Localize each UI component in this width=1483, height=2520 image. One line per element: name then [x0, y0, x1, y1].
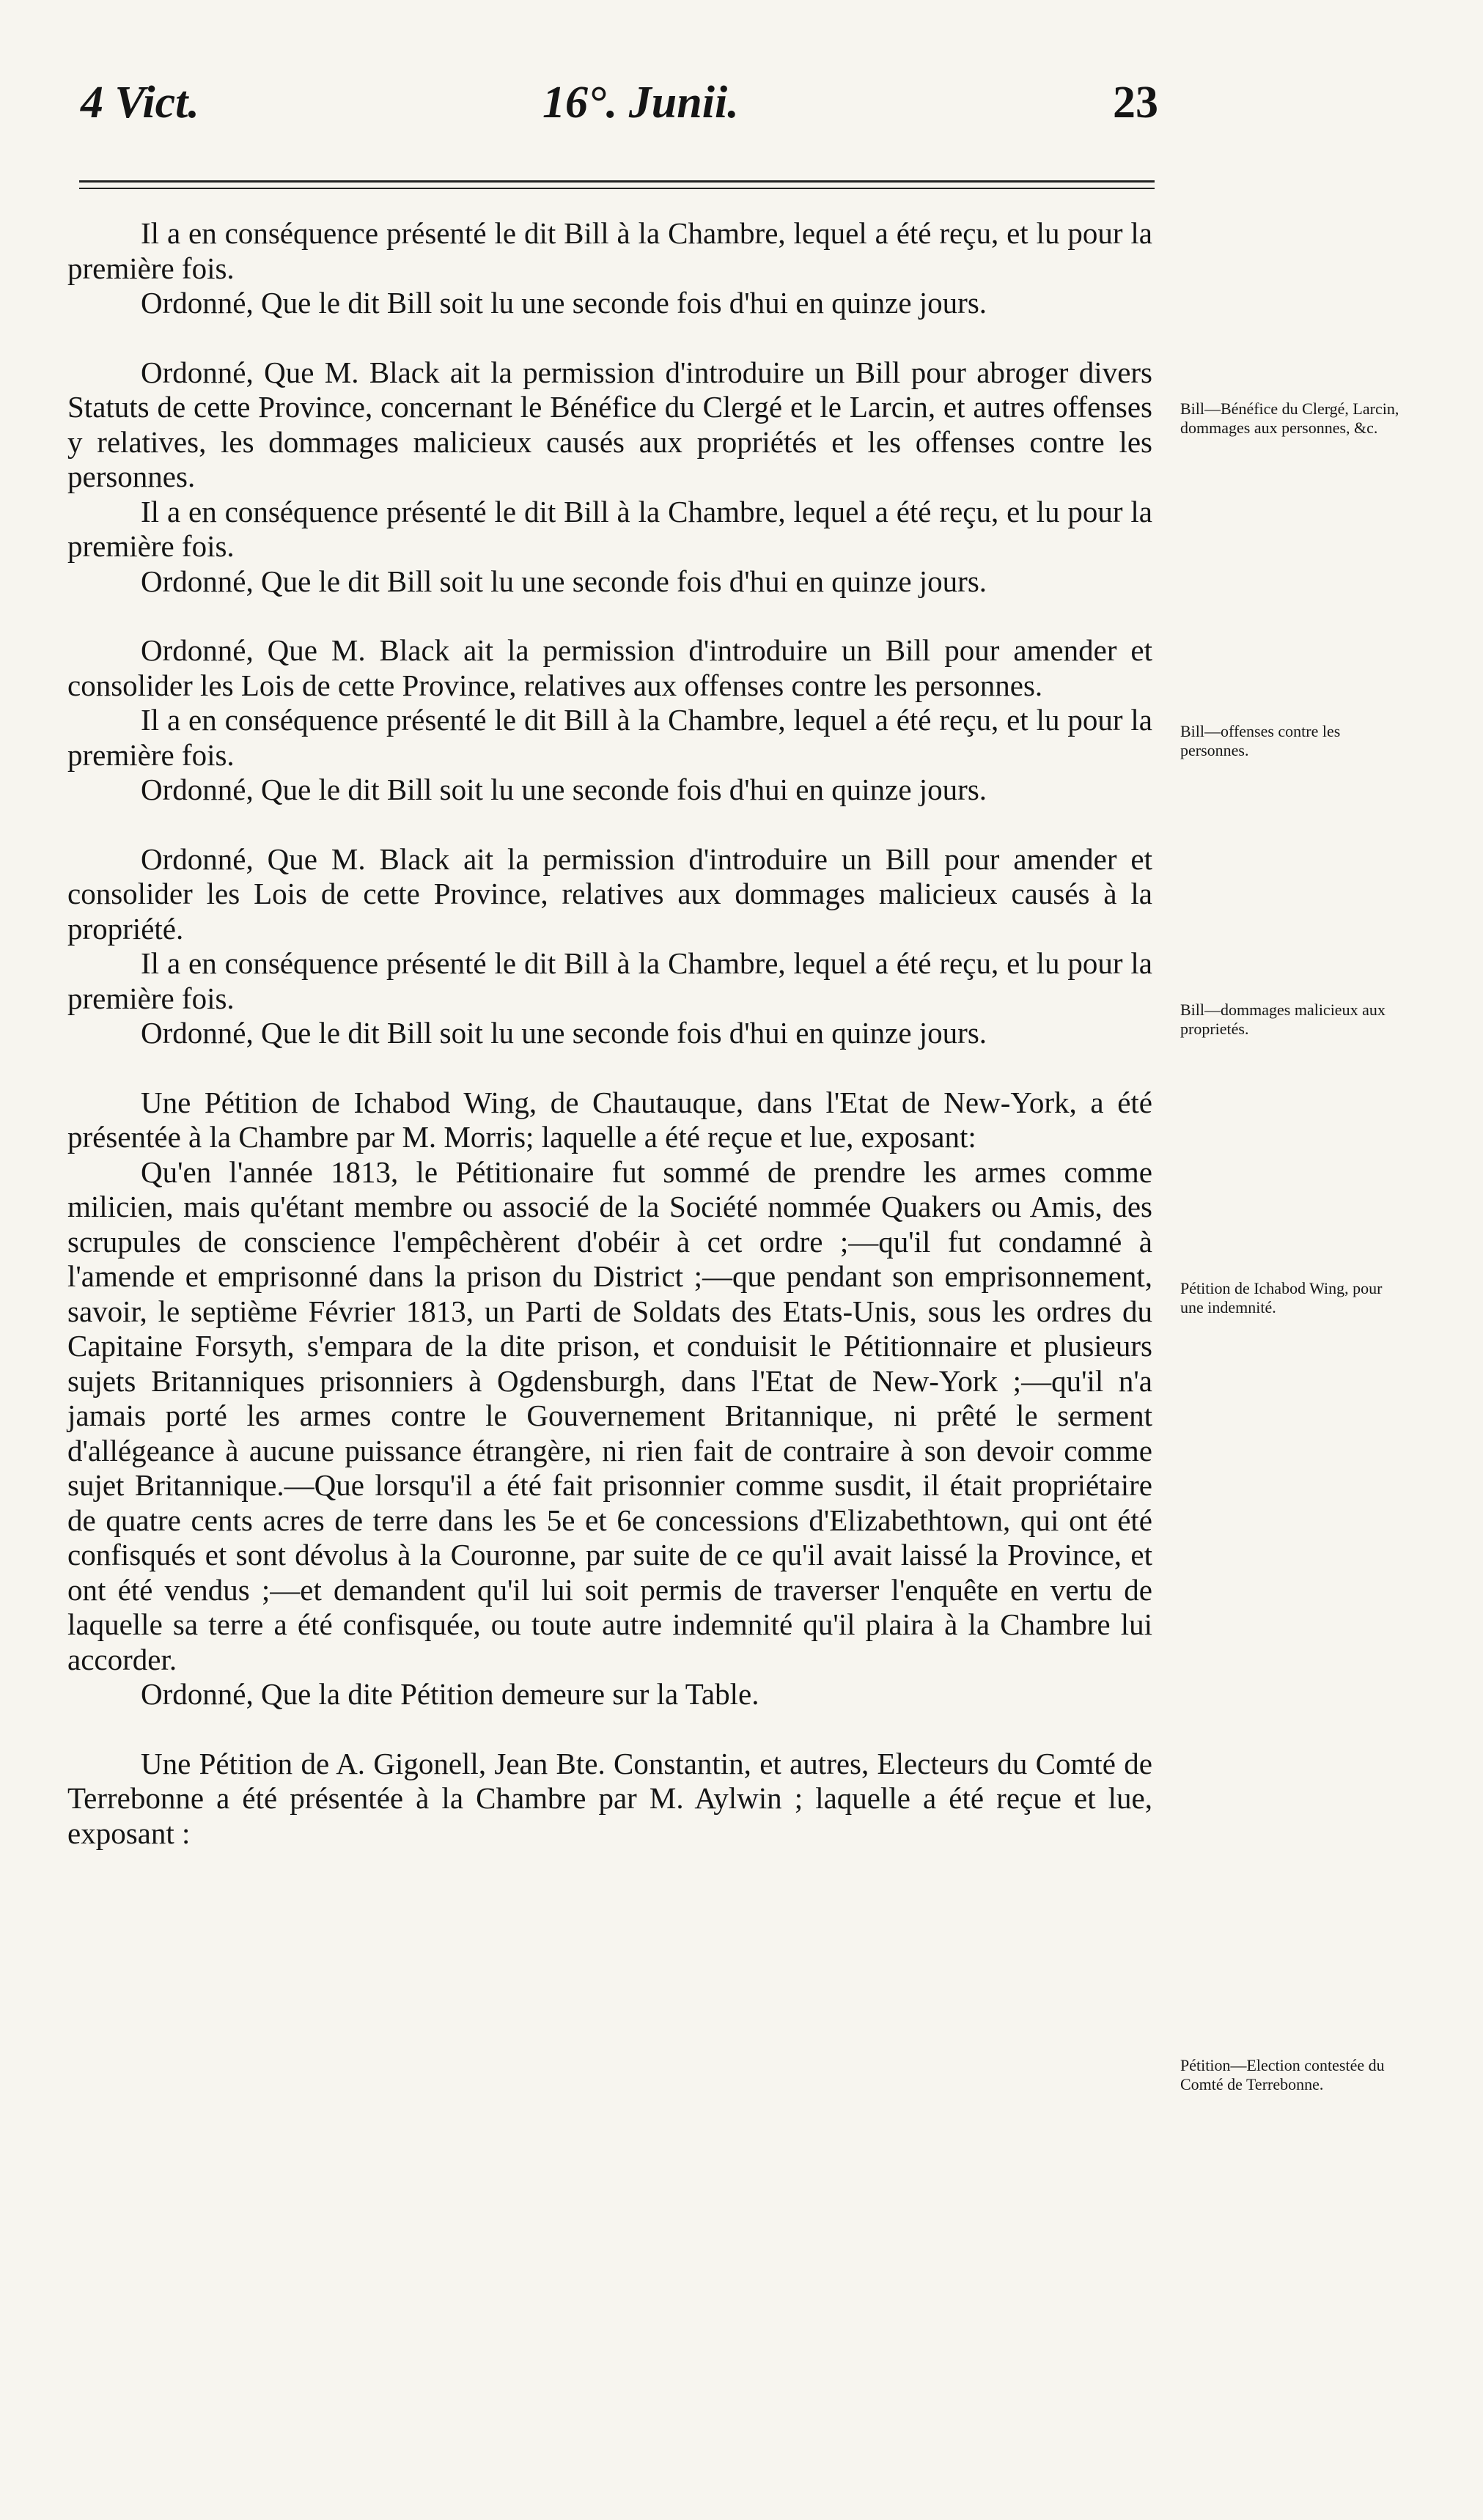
entry-bill-dommages-malicieux — [67, 842, 1152, 1051]
margin-note: Bill—dommages malicieux aux proprietés. — [1180, 1001, 1386, 1038]
paragraph: Il a en conséquence présenté le dit Bill à la Chambre, lequel a été reçu, et lu pour la première fois. — [67, 703, 1152, 772]
paragraph: Ordonné, Que le dit Bill soit lu une seconde fois d'hui en quinze jours. — [141, 1016, 987, 1050]
entry-bill-offenses-personnes — [67, 633, 1152, 808]
page-number: 23 — [1113, 78, 1158, 128]
page-header — [73, 77, 1158, 136]
paragraph: Ordonné, Que le dit Bill soit lu une seconde fois d'hui en quinze jours. — [141, 564, 987, 598]
header-rule-bottom — [79, 188, 1155, 189]
paragraph: Une Pétition de Ichabod Wing, de Chautauque, dans l'Etat de New-York, a été présentée à la Chambre par M. Morris; laquelle a été reçue et lue, exposant: — [67, 1085, 1152, 1154]
entry-petition-terrebonne — [67, 1747, 1152, 1852]
paragraph: Il a en conséquence présenté le dit Bill à la Chambre, lequel a été reçu, et lu pour la première fois. — [67, 494, 1152, 563]
entry-bill-continuation — [67, 216, 1152, 321]
journal-text — [67, 216, 1152, 1885]
paragraph: Qu'en l'année 1813, le Pétitionaire fut sommé de prendre les armes comme milicien, mais qu'étant membre ou associé de la Société nommée Quakers ou Amis, des scrupules de conscience l'empêchèrent d'obéir à cet ordre ;—qu'il fut condamné à l'amende et emprisonné dans la prison du District ;—que pendant son emprisonnement, savoir, le septième Février 1813, un Parti de Soldats des Etats-Unis, sous les ordres du Capitaine Forsyth, s'empara de la dite prison, et conduisit le Pétitionnaire et plusieurs sujets Britanniques prisonniers à Ogdensburgh, dans l'Etat de New-York ;—qu'il n'a jamais porté les armes contre le Gouvernement Britannique, ni prêté le serment d'allégeance à aucune puissance étrangère, ni rien fait de contraire à son devoir comme sujet Britannique.—Que lorsqu'il a été fait prisonnier comme susdit, il était propriétaire de quatre cents acres de terre dans les 5e et 6e concessions d'Elizabethtown, qui ont été confisqués et sont dévolus à la Couronne, par suite de ce qu'il avait laissé la Province, et ont été vendus ;—et demandent qu'il lui soit permis de traverser l'enquête en vertu de laquelle sa terre a été confisquée, ou toute autre indemnité qu'il plaira à la Chambre lui accorder. — [67, 1154, 1152, 1676]
paragraph: Une Pétition de A. Gigonell, Jean Bte. Constantin, et autres, Electeurs du Comté de Terrebonne a été présentée à la Chambre par M. Aylwin ; laquelle a été reçue et lue, exposant : — [67, 1746, 1152, 1850]
paragraph: Ordonné, Que le dit Bill soit lu une seconde fois d'hui en quinze jours. — [141, 286, 987, 320]
header-date: 16°. Junii. — [542, 78, 739, 128]
paragraph: Ordonné, Que la dite Pétition demeure sur la Table. — [141, 1677, 759, 1711]
margin-note: Bill—offenses contre les personnes. — [1180, 722, 1341, 759]
paragraph: Il a en conséquence présenté le dit Bill à la Chambre, lequel a été reçu, et lu pour la première fois. — [67, 216, 1152, 285]
entry-bill-benefice-clerge — [67, 355, 1152, 600]
header-regnal-year: 4 Vict. — [81, 78, 199, 128]
margin-note: Bill—Bénéfice du Clergé, Larcin, dommages aux personnes, &c. — [1180, 399, 1399, 437]
entry-petition-wing — [67, 1086, 1152, 1712]
header-rule-top — [79, 180, 1155, 183]
margin-note: Pétition de Ichabod Wing, pour une indemnité. — [1180, 1279, 1383, 1316]
paragraph: Ordonné, Que le dit Bill soit lu une seconde fois d'hui en quinze jours. — [141, 773, 987, 806]
paragraph: Il a en conséquence présenté le dit Bill à la Chambre, lequel a été reçu, et lu pour la première fois. — [67, 946, 1152, 1015]
margin-note: Pétition—Election contestée du Comté de Terrebonne. — [1180, 2056, 1385, 2093]
paragraph: Ordonné, Que M. Black ait la permission d'introduire un Bill pour amender et consolider les Lois de cette Province, relatives aux offenses contre les personnes. — [67, 633, 1152, 702]
paragraph: Ordonné, Que M. Black ait la permission d'introduire un Bill pour abroger divers Statuts de cette Province, concernant le Bénéfice du Clergé et le Larcin, et autres offenses y relatives, les dommages malicieux causés aux propriétés et les offenses contre les personnes. — [67, 355, 1152, 493]
paragraph: Ordonné, Que M. Black ait la permission d'introduire un Bill pour amender et consolider les Lois de cette Province, relatives aux dommages malicieux causés à la propriété. — [67, 841, 1152, 946]
